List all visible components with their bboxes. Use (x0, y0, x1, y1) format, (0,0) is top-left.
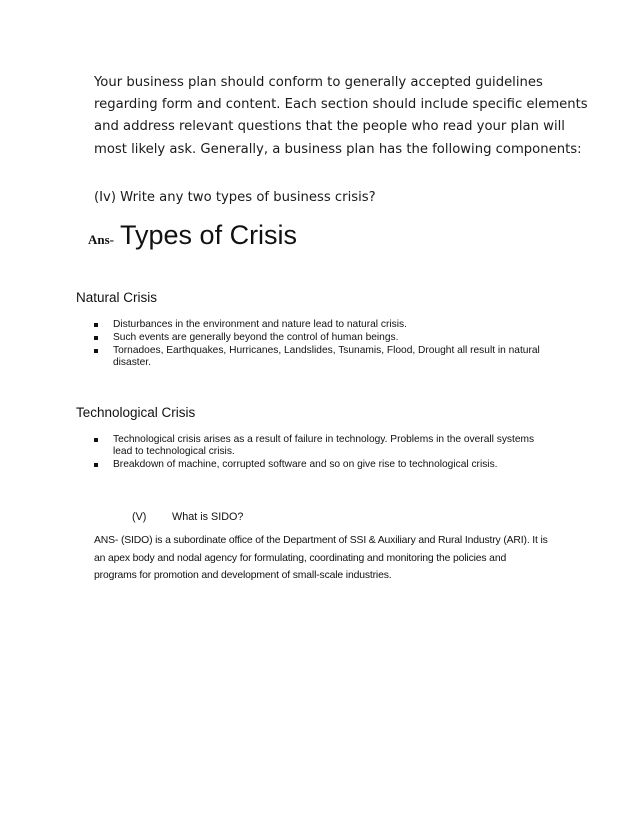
answer-5-paragraph (94, 532, 564, 585)
answer-5-line: ANS- (SIDO) is a subordinate office of the Department of SSI & Auxiliary and Rural Industry (ARI). It is (94, 535, 548, 546)
square-bullet-icon (94, 349, 98, 353)
question-4: (Iv) Write any two types of business crisis? (94, 190, 376, 205)
technological-crisis-heading: Technological Crisis (76, 405, 196, 420)
answer-5-line: programs for promotion and development of small-scale industries. (94, 570, 392, 581)
list-item-text: Breakdown of machine, corrupted software and so on give rise to technological crisis. (113, 459, 498, 470)
intro-paragraph (94, 72, 588, 161)
list-item (94, 319, 564, 331)
intro-line: most likely ask. Generally, a business plan has the following components: (94, 141, 582, 157)
list-item (94, 345, 564, 369)
list-item-text: disaster. (113, 357, 151, 368)
intro-line: regarding form and content. Each section should include specific elements (94, 97, 588, 113)
answer-title: Types of Crisis (120, 220, 298, 250)
list-item-text: Such events are generally beyond the control of human beings. (113, 332, 399, 343)
natural-crisis-list (94, 319, 564, 370)
answer-prefix: Ans- (88, 232, 115, 247)
answer-4-heading (88, 220, 297, 251)
list-item-text: Tornadoes, Earthquakes, Hurricanes, Landslides, Tsunamis, Flood, Drought all result in natural (113, 345, 540, 356)
list-item-text: Technological crisis arises as a result of failure in technology. Problems in the overall systems (113, 434, 535, 445)
square-bullet-icon (94, 438, 98, 442)
list-item (94, 434, 564, 458)
square-bullet-icon (94, 463, 98, 467)
technological-crisis-list (94, 434, 564, 472)
list-item (94, 332, 564, 344)
question-5-text: What is SIDO? (172, 511, 244, 523)
intro-line: and address relevant questions that the people who read your plan will (94, 119, 565, 135)
list-item-text: Disturbances in the environment and nature lead to natural crisis. (113, 319, 407, 330)
answer-5-line: an apex body and nodal agency for formulating, coordinating and monitoring the policies and (94, 552, 507, 564)
square-bullet-icon (94, 336, 98, 340)
question-5-number: (V) (132, 511, 147, 523)
natural-crisis-heading: Natural Crisis (76, 290, 158, 305)
intro-line: Your business plan should conform to generally accepted guidelines (94, 75, 543, 90)
list-item (94, 459, 564, 471)
square-bullet-icon (94, 323, 98, 327)
list-item-text: lead to technological crisis. (113, 446, 235, 457)
